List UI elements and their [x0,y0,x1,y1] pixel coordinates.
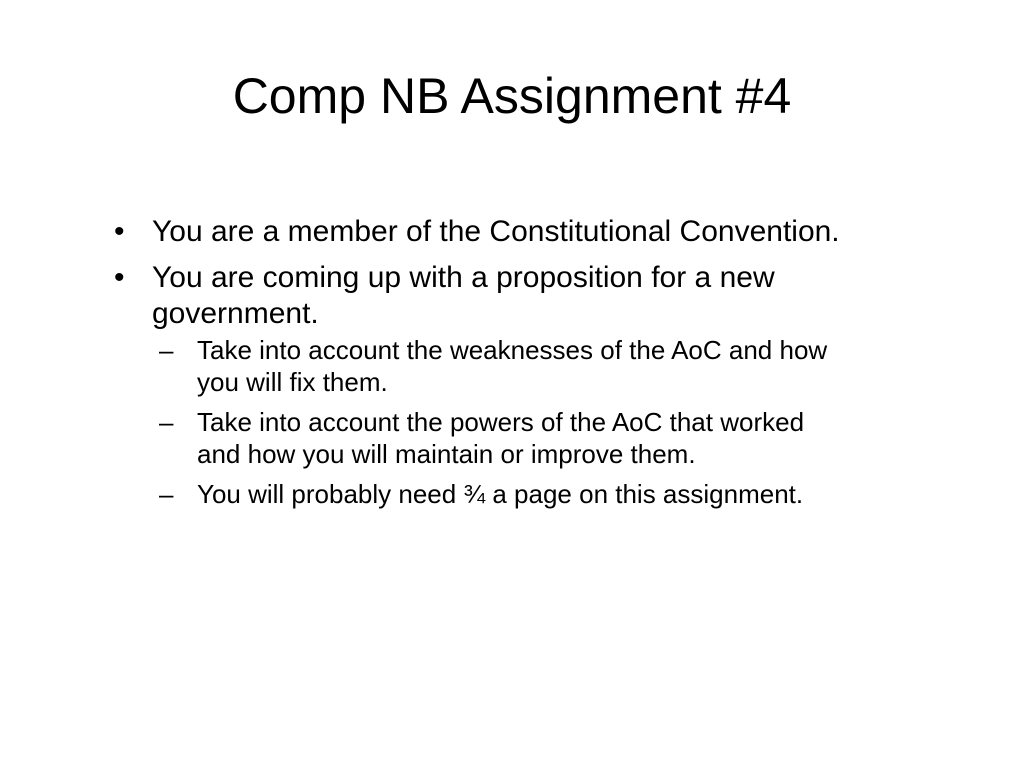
bullet-text: You are coming up with a proposition for a new government. [152,261,775,330]
bullet-item [112,260,852,332]
bullet-icon: • [114,261,125,294]
sub-bullet-item [159,478,852,510]
sub-bullet-item [159,334,852,398]
dash-icon: – [159,335,174,365]
sub-bullet-item [159,406,852,470]
slide-body [112,214,852,518]
bullet-icon: • [114,215,125,248]
sub-bullet-text: Take into account the weaknesses of the AoC and how you will fix them. [197,335,828,397]
sub-bullet-text: Take into account the powers of the AoC that worked and how you will maintain or improve them. [197,407,805,469]
bullet-text: You are a member of the Constitutional Convention. [152,215,840,248]
dash-icon: – [159,407,174,437]
slide-title: Comp NB Assignment #4 [232,68,792,124]
bullet-item [112,214,852,250]
sub-bullet-text: You will probably need ¾ a page on this assignment. [197,479,804,509]
dash-icon: – [159,479,174,509]
